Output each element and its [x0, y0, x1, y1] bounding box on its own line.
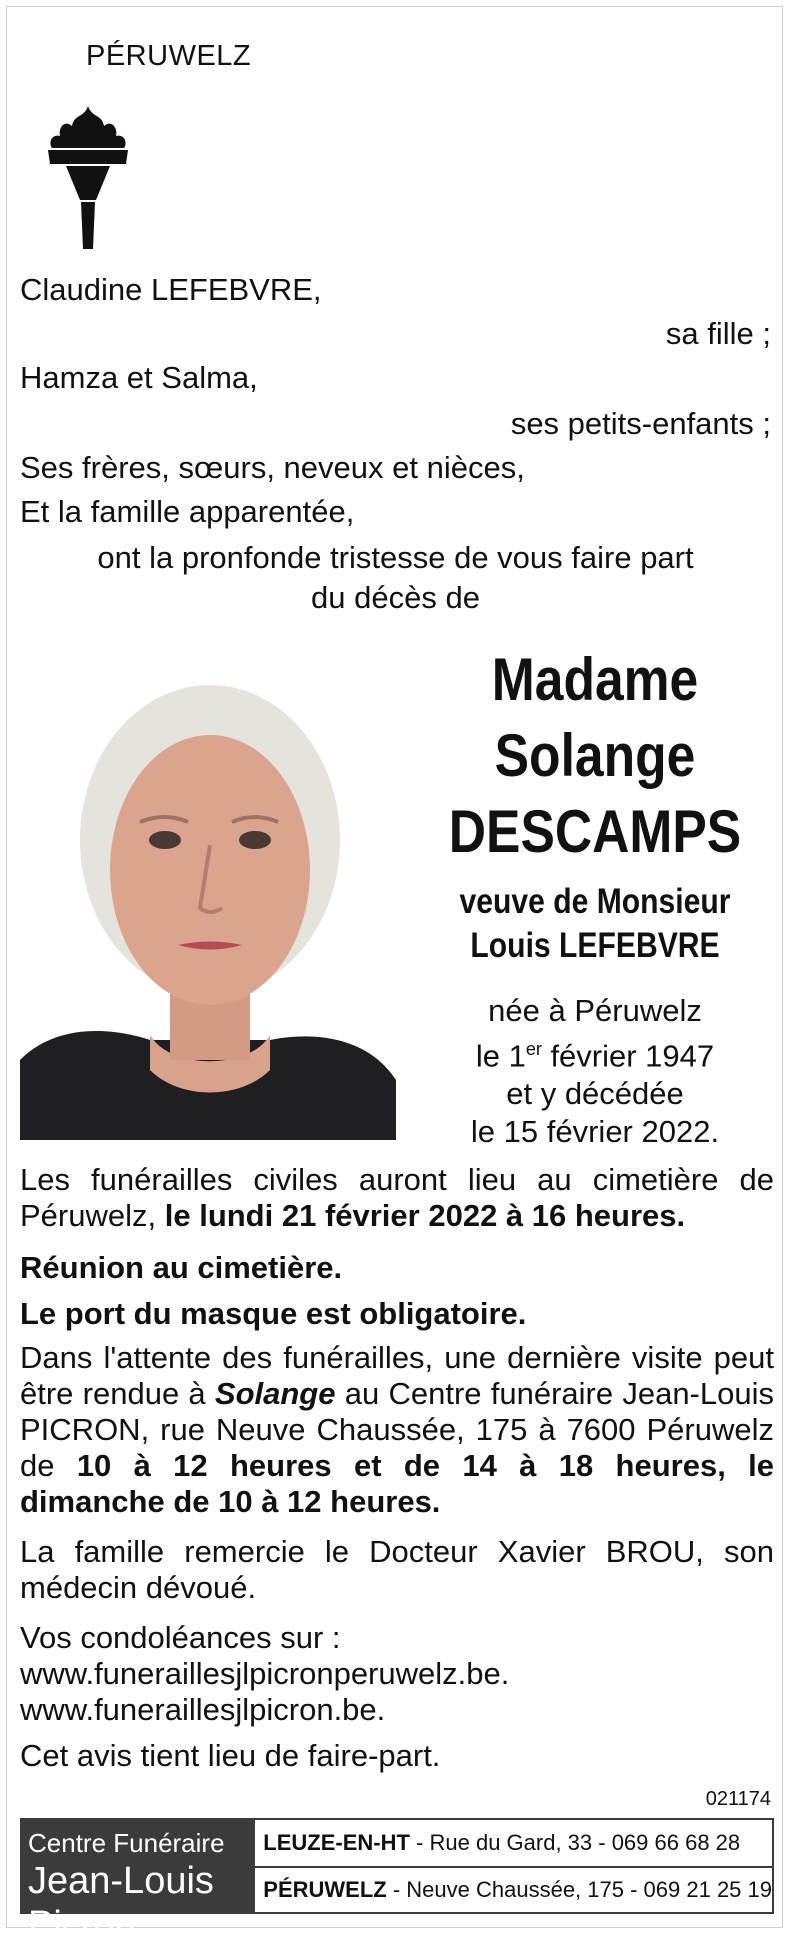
- family-relation-2: ses petits-enfants ;: [510, 406, 771, 441]
- mask-info: Le port du masque est obligatoire.: [20, 1296, 527, 1331]
- torch-icon: [44, 104, 132, 254]
- widow-line-1: veuve de Monsieur: [459, 882, 731, 921]
- condolences-site-1[interactable]: www.funeraillesjlpicronperuwelz.be.: [20, 1656, 510, 1691]
- condolences-label: Vos condoléances sur :: [20, 1620, 341, 1655]
- deceased-first-name: Solange: [494, 722, 696, 789]
- birth-place: née à Péruwelz: [488, 993, 702, 1028]
- deceased-name-block: [420, 642, 770, 870]
- brand-big: Jean-Louis Picron: [28, 1860, 214, 1946]
- condolences-block: [20, 1620, 774, 1728]
- family-name-2: Hamza et Salma,: [20, 360, 258, 395]
- condolences-site-2[interactable]: www.funeraillesjlpicron.be.: [20, 1692, 386, 1727]
- widow-block: [420, 880, 770, 968]
- visit-info: Dans l'attente des funérailles, une dernière visite peut être rendue à Solange au Centre funéraire Jean-Louis PICRON, rue Neuve Chaussée, 175 à 7600 Péruwelz de 10 à 12 heures et de 14 à 18 heures, le dimanche de 10 à 12 heures.: [20, 1340, 774, 1519]
- deceased-title: Madame: [491, 646, 699, 713]
- relatives-line-1: Ses frères, sœurs, neveux et nièces,: [20, 450, 525, 485]
- notice-line: Cet avis tient lieu de faire-part.: [20, 1738, 441, 1773]
- announcement-line-2: du décès de: [311, 580, 480, 615]
- funeral-info: Les funérailles civiles auront lieu au cimetière de Péruwelz, le lundi 21 février 2022 à 16 heures.: [20, 1162, 774, 1233]
- town-header: PÉRUWELZ: [86, 40, 252, 72]
- brand-small: Centre Funéraire: [28, 1828, 225, 1858]
- family-relation-1: sa fille ;: [665, 316, 771, 351]
- funeral-home-addresses: [253, 1818, 774, 1914]
- birth-death-block: [420, 992, 770, 1151]
- reference-number: 021174: [705, 1788, 771, 1810]
- thanks-info: La famille remercie le Docteur Xavier BROU, son médecin dévoué.: [20, 1534, 774, 1605]
- widow-line-2: Louis LEFEBVRE: [470, 926, 720, 965]
- address-peruwelz: PÉRUWELZ - Neuve Chaussée, 175 - 069 21 25 19: [255, 1866, 772, 1912]
- meeting-info: Réunion au cimetière.: [20, 1250, 343, 1285]
- address-leuze: LEUZE-EN-HT - Rue du Gard, 33 - 069 66 68 28: [263, 1830, 741, 1855]
- funeral-home-brand: [20, 1818, 253, 1946]
- birth-date: le 1er février 1947: [475, 1038, 715, 1074]
- family-name-1: Claudine LEFEBVRE,: [20, 272, 322, 307]
- death-date: le 15 février 2022.: [470, 1114, 720, 1150]
- portrait-photo: [20, 640, 396, 1140]
- death-place: et y décédée: [506, 1076, 684, 1112]
- announcement-line-1: ont la pronfonde tristesse de vous faire part: [97, 540, 694, 575]
- relatives-line-2: Et la famille apparentée,: [20, 494, 355, 529]
- deceased-last-name: DESCAMPS: [448, 798, 742, 865]
- funeral-home-footer: [20, 1818, 774, 1946]
